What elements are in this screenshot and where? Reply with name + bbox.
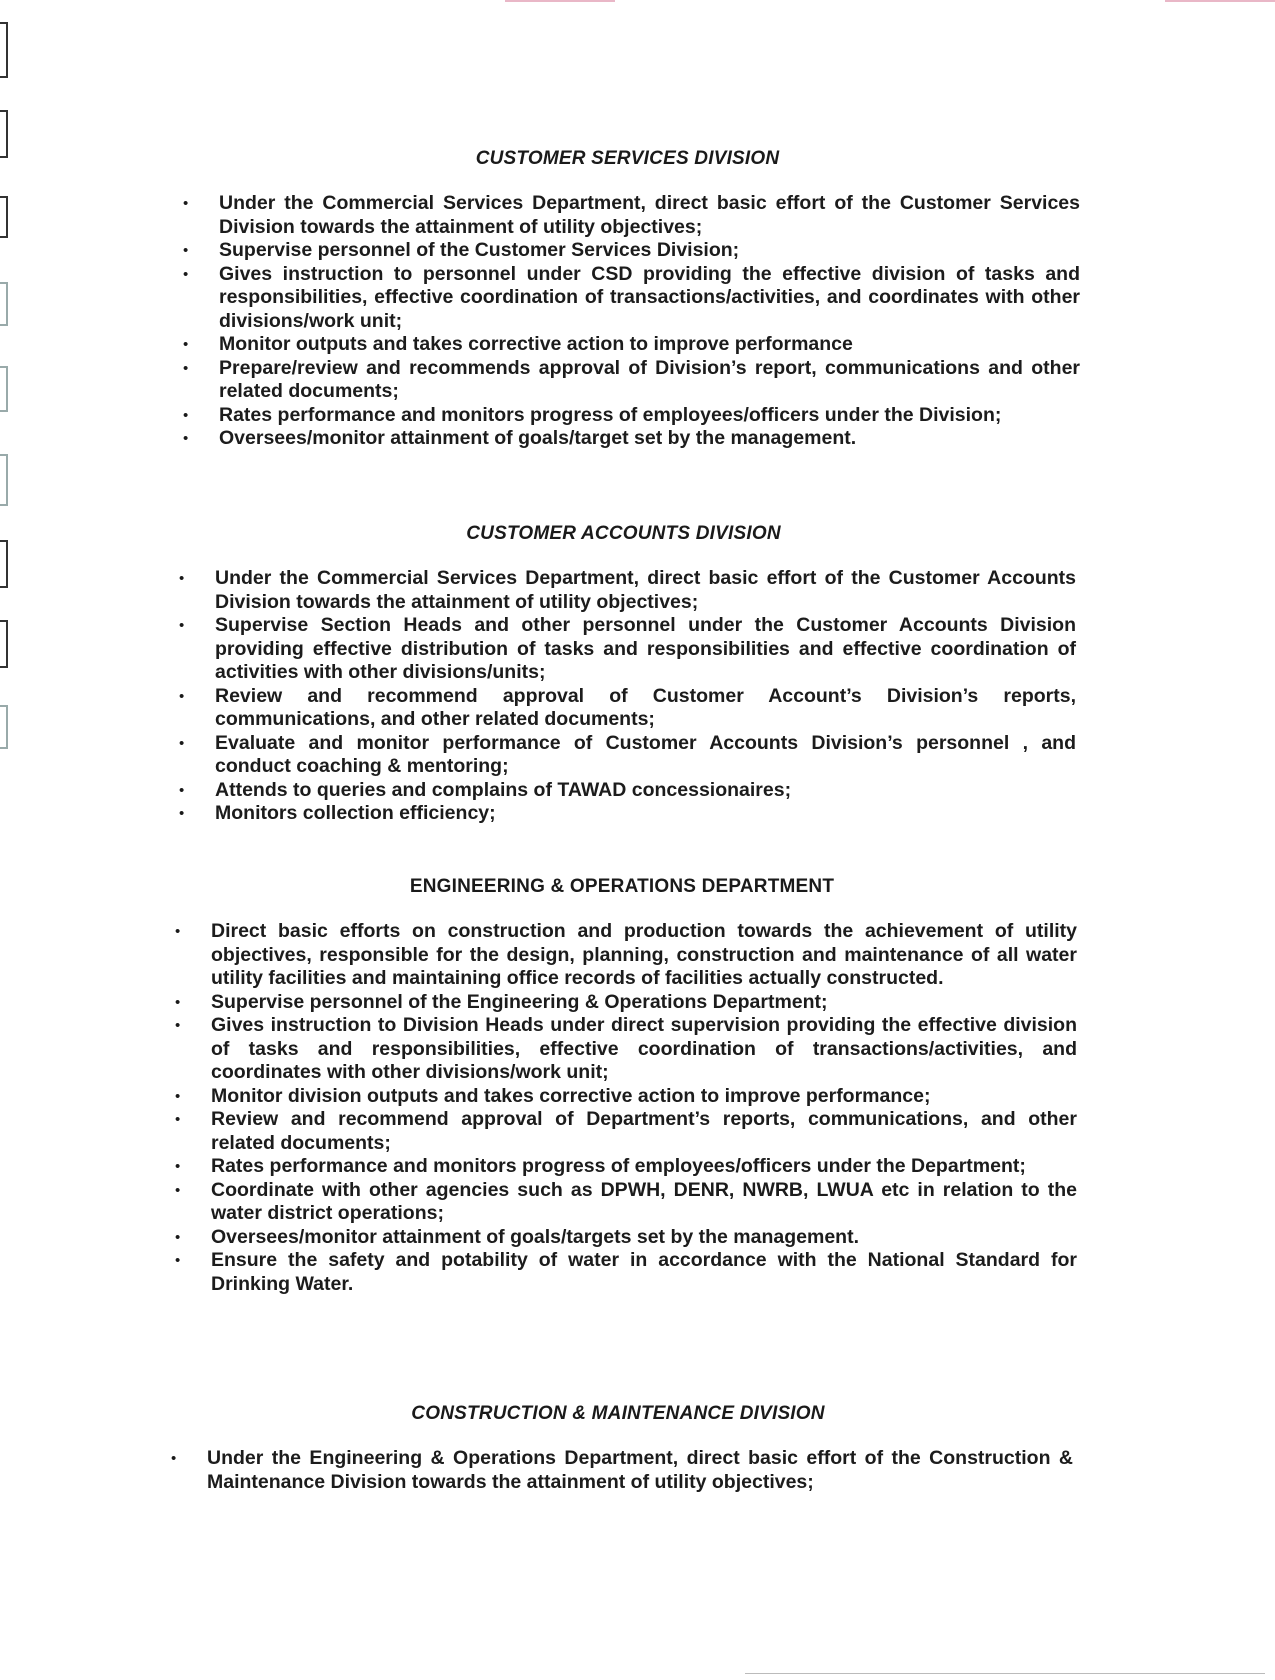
- list-item: • Monitor division outputs and takes corrective action to improve performance;: [175, 1084, 931, 1107]
- scan-edge-mark: [0, 196, 8, 238]
- scan-edge-mark: [0, 705, 8, 749]
- scan-bottom-line: [745, 1673, 1265, 1674]
- bullet-marker: •: [175, 993, 181, 1011]
- section-heading: ENGINEERING & OPERATIONS DEPARTMENT: [409, 876, 835, 897]
- bullet-marker: •: [175, 1087, 181, 1105]
- bullet-marker: •: [175, 1158, 181, 1175]
- list-item: • Oversees/monitor attainment of goals/targets set by the management.: [175, 1225, 860, 1248]
- bullet-marker: •: [179, 570, 185, 587]
- list-item: • Monitors collection efficiency;: [179, 802, 496, 824]
- list-item: • Rates performance and monitors progress of employees/officers under the Division;: [183, 403, 1002, 426]
- list-item: • Oversees/monitor attainment of goals/target set by the management.: [183, 427, 857, 449]
- list-item: • Coordinate with other agencies such as DPWH, DENR, NWRB, LWUA etc in relation to the water district operations;: [175, 1178, 1077, 1224]
- section-customer-services-division: [175, 148, 1080, 451]
- bullet-marker: •: [183, 265, 189, 283]
- bullet-marker: •: [183, 195, 189, 212]
- list-item: • Under the Engineering & Operations Department, direct basic effort of the Construction & Maintenance Division towards the attainment of utility objectives;: [171, 1447, 1073, 1493]
- list-item: • Rates performance and monitors progress of employees/officers under the Department;: [175, 1155, 1026, 1177]
- bullet-list: [163, 1447, 1073, 1494]
- section-heading: CONSTRUCTION & MAINTENANCE DIVISION: [411, 1403, 825, 1424]
- bullet-marker: •: [179, 687, 185, 705]
- list-item: • Supervise personnel of the Customer Services Division;: [183, 239, 740, 261]
- bullet-marker: •: [183, 406, 189, 424]
- bullet-marker: •: [183, 430, 189, 447]
- section-customer-accounts-division: [171, 523, 1076, 826]
- list-item: • Supervise personnel of the Engineering & Operations Department;: [175, 990, 828, 1013]
- scan-edge-mark: [0, 282, 8, 326]
- section-construction-maintenance-division: [163, 1403, 1073, 1494]
- list-item: • Under the Commercial Services Department, direct basic effort of the Customer Accounts Division towards the attainment of utility objectives;: [179, 567, 1076, 613]
- scan-edge-mark: [0, 110, 8, 158]
- list-item: • Review and recommend approval of Department’s reports, communications, and other related documents;: [175, 1108, 1077, 1154]
- bullet-marker: •: [183, 242, 189, 259]
- list-item: • Under the Commercial Services Department, direct basic effort of the Customer Services Division towards the attainment of utility objectives;: [183, 192, 1080, 238]
- bullet-marker: •: [175, 1181, 181, 1199]
- bullet-marker: •: [179, 734, 185, 752]
- scan-edge-mark: [0, 454, 8, 506]
- bullet-list: [167, 920, 1077, 1296]
- scan-top-line: [1165, 0, 1275, 2]
- list-item: • Monitor outputs and takes corrective action to improve performance: [183, 333, 853, 355]
- list-item: • Review and recommend approval of Customer Account’s Division’s reports, communications, and other related documents;: [179, 684, 1076, 730]
- bullet-marker: •: [179, 805, 185, 822]
- bullet-marker: •: [171, 1450, 177, 1467]
- scan-edge-mark: [0, 620, 8, 668]
- list-item: • Gives instruction to Division Heads under direct supervision providing the effective division of tasks and responsibilities, effective coordination of transactions/activities, and coordinates with other divisions/work unit;: [175, 1014, 1077, 1083]
- scan-edge-mark: [0, 366, 8, 412]
- list-item: • Evaluate and monitor performance of Customer Accounts Division’s personnel , and conduct coaching & mentoring;: [179, 731, 1076, 777]
- scan-edge-mark: [0, 22, 8, 78]
- bullet-marker: •: [175, 1252, 181, 1269]
- bullet-marker: •: [175, 1228, 181, 1246]
- section-heading: CUSTOMER ACCOUNTS DIVISION: [466, 523, 781, 544]
- bullet-marker: •: [183, 359, 189, 377]
- bullet-marker: •: [175, 1111, 181, 1128]
- bullet-list: [175, 192, 1080, 451]
- list-item: • Direct basic efforts on construction and production towards the achievement of utility objectives, responsible for the design, planning, construction and maintenance of all water utility facilities and maintaining office records of facilities actually constructed.: [175, 920, 1077, 989]
- section-engineering-operations-department: [167, 876, 1077, 1296]
- list-item: • Attends to queries and complains of TAWAD concessionaires;: [179, 778, 792, 801]
- bullet-marker: •: [175, 1017, 181, 1034]
- bullet-marker: •: [183, 336, 189, 353]
- list-item: • Gives instruction to personnel under CSD providing the effective division of tasks and responsibilities, effective coordination of transactions/activities, and coordinates with other divisions/work unit;: [183, 262, 1080, 332]
- bullet-marker: •: [175, 923, 181, 940]
- list-item: • Supervise Section Heads and other personnel under the Customer Accounts Division providing effective distribution of tasks and responsibilities and effective coordination of activities with other divisions/units;: [179, 614, 1076, 683]
- scan-top-line: [505, 0, 615, 2]
- section-heading: CUSTOMER SERVICES DIVISION: [475, 148, 780, 169]
- bullet-marker: •: [179, 617, 185, 634]
- bullet-list: [171, 567, 1076, 826]
- list-item: • Prepare/review and recommends approval of Division’s report, communications and other related documents;: [183, 356, 1080, 402]
- scan-edge-mark: [0, 540, 8, 588]
- bullet-marker: •: [179, 781, 185, 799]
- list-item: • Ensure the safety and potability of water in accordance with the National Standard for Drinking Water.: [175, 1249, 1077, 1295]
